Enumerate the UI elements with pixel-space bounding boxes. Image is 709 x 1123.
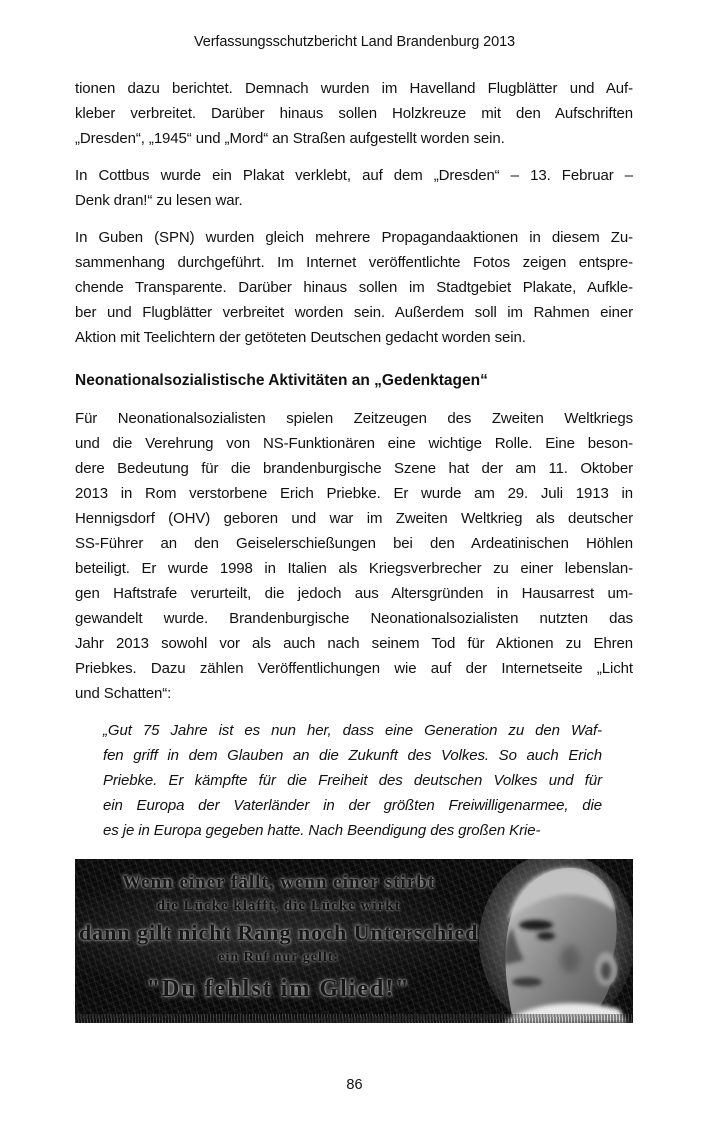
text-line: Denk dran!“ zu lesen war.	[75, 192, 243, 209]
memorial-banner-image	[75, 859, 633, 1023]
text-line: chende Transparente. Darüber hinaus sollen im Stadtgebiet Plakate, Aufkle-	[75, 279, 633, 296]
text-line: kleber verbreitet. Darüber hinaus sollen Holzkreuze mit den Aufschriften	[75, 105, 633, 122]
text-line: dere Bedeutung für die brandenburgische Szene hat der am 11. Oktober	[75, 460, 633, 477]
body-paragraph	[75, 163, 633, 213]
text-line: tionen dazu berichtet. Demnach wurden im Havelland Flugblätter und Auf-	[75, 80, 633, 97]
section-heading: Neonationalsozialistische Aktivitäten an „Gedenktagen“	[75, 372, 488, 389]
text-line: Jahr 2013 sowohl vor als auch nach seinem Tod für Aktionen zu Ehren	[75, 635, 633, 652]
elderly-man-portrait-icon	[475, 859, 633, 1023]
text-line: und Schatten“:	[75, 685, 172, 702]
text-line: gewandelt wurde. Brandenburgische Neonationalsozialisten nutzten das	[75, 610, 633, 627]
text-line: es je in Europa gegeben hatte. Nach Beendigung des großen Krie-	[103, 822, 541, 839]
text-line: und die Verehrung von NS-Funktionären eine wichtige Rolle. Eine beson-	[75, 435, 633, 452]
text-line: fen griff in dem Glauben an die Zukunft des Volkes. So auch Erich	[103, 747, 602, 764]
text-line: Für Neonationalsozialisten spielen Zeitzeugen des Zweiten Weltkriegs	[75, 410, 633, 427]
banner-text-line: die Lücke klafft, die Lücke wirkt	[156, 898, 401, 914]
text-line: Priebkes. Dazu zählen Veröffentlichungen wie auf der Internetseite „Licht	[75, 660, 633, 677]
text-line: beteiligt. Er wurde 1998 in Italien als Kriegsverbrecher zu einer lebenslan-	[75, 560, 633, 577]
banner-text	[75, 859, 482, 1023]
text-line: sammenhang durchgeführt. Im Internet veröffentlichte Fotos zeigen entspre-	[75, 254, 633, 271]
page-number: 86	[346, 1077, 363, 1093]
text-line: ber und Flugblätter verbreitet worden sein. Außerdem soll im Rahmen einer	[75, 304, 633, 321]
text-line: Aktion mit Teelichtern der getöteten Deutschen gedacht worden sein.	[75, 329, 526, 346]
body-paragraph	[75, 406, 633, 706]
text-line: SS-Führer an den Geiselerschießungen bei den Ardeatinischen Höhlen	[75, 535, 633, 552]
banner-text-line: ein Ruf nur gellt:	[218, 950, 340, 965]
banner-text-line: Wenn einer fällt, wenn einer stirbt	[122, 872, 436, 893]
text-line: „Gut 75 Jahre ist es nun her, dass eine Generation zu den Waf-	[103, 722, 602, 739]
text-line: ein Europa der Vaterländer in der größten Freiwilligenarmee, die	[103, 797, 602, 814]
body-paragraph	[75, 76, 633, 151]
text-line: Priebke. Er kämpfte für die Freiheit des deutschen Volkes und für	[103, 772, 602, 789]
text-line: In Guben (SPN) wurden gleich mehrere Propagandaaktionen in diesem Zu-	[75, 229, 633, 246]
block-quote	[103, 718, 602, 843]
banner-text-line: dann gilt nicht Rang noch Unterschied	[78, 920, 479, 945]
banner-text-line: "Du fehlst im Glied!"	[146, 976, 411, 1002]
text-line: Hennigsdorf (OHV) geboren und war im Zweiten Weltkrieg als deutscher	[75, 510, 633, 527]
text-line: „Dresden“, „1945“ und „Mord“ an Straßen aufgestellt worden sein.	[75, 130, 505, 147]
text-line: 2013 in Rom verstorbene Erich Priebke. Er wurde am 29. Juli 1913 in	[75, 485, 633, 502]
text-line: In Cottbus wurde ein Plakat verklebt, auf dem „Dresden“ – 13. Februar –	[75, 167, 633, 184]
page-content	[0, 76, 709, 1023]
body-paragraph	[75, 225, 633, 350]
text-blocks	[75, 76, 633, 843]
running-header: Verfassungsschutzbericht Land Brandenburg 2013	[193, 34, 516, 50]
text-line: gen Haftstrafe verurteilt, die jedoch aus Altersgründen in Hausarrest um-	[75, 585, 633, 602]
